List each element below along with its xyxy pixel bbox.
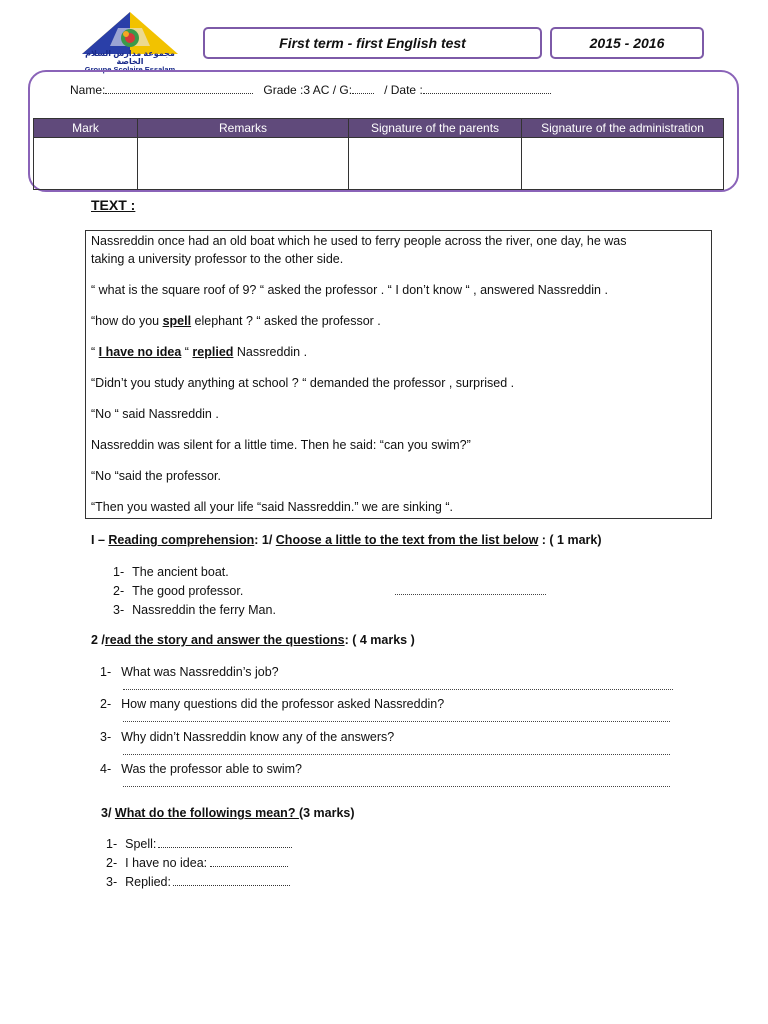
word-spell: spell — [162, 314, 192, 328]
answer-line-4[interactable] — [123, 786, 670, 787]
story-line-3-post: elephant ? “ asked the professor . — [191, 314, 381, 328]
title-answer-line[interactable] — [395, 594, 546, 595]
section-2-title: read the story and answer the questions — [104, 633, 345, 647]
answer-line-2[interactable] — [123, 721, 670, 722]
question-4-text: Was the professor able to swim? — [121, 762, 302, 776]
meaning-3-num: 3- — [106, 875, 118, 889]
story-line-8: “No “said the professor. — [91, 469, 221, 483]
story-line-1a: Nassreddin once had an old boat which he used to ferry people across the river, one day, he was — [91, 234, 627, 248]
text-heading: TEXT : — [91, 197, 136, 213]
list-item — [100, 762, 302, 776]
list-item — [100, 697, 444, 711]
question-2-text: How many questions did the professor asked Nassreddin? — [121, 697, 445, 711]
list-item — [106, 837, 292, 851]
story-line-1b: taking a university professor to the other side. — [91, 252, 344, 266]
section-1-title: Reading comprehension — [108, 533, 255, 547]
marks-table-row — [34, 138, 724, 190]
story-line-4-pre: “ — [91, 345, 99, 359]
word-replied: replied — [192, 345, 234, 359]
logo-latin-text: Groupe Scolaire Essalam — [84, 65, 176, 74]
meaning-1-label: Spell: — [125, 837, 157, 851]
parents-signature-cell[interactable] — [349, 138, 522, 190]
section-1-heading — [91, 533, 602, 547]
grade-label: Grade :3 AC / G: — [263, 83, 353, 97]
group-field[interactable] — [352, 84, 374, 94]
list-item — [113, 565, 229, 579]
list-item — [113, 603, 276, 617]
date-label: / Date : — [384, 83, 423, 97]
option-3-num: 3- — [113, 603, 125, 617]
option-1-num: 1- — [113, 565, 125, 579]
marks-table — [33, 118, 724, 190]
section-1-marks: : ( 1 mark) — [538, 533, 602, 547]
section-3-num: 3/ — [101, 806, 115, 820]
phrase-i-have-no-idea: I have no idea — [98, 345, 182, 359]
list-item — [113, 584, 243, 598]
mark-cell[interactable] — [34, 138, 138, 190]
question-4-num: 4- — [100, 762, 112, 776]
question-3-num: 3- — [100, 730, 112, 744]
name-field[interactable] — [105, 84, 253, 94]
section-1-task: Choose a little to the text from the list below — [275, 533, 539, 547]
story-line-5: “Didn’t you study anything at school ? “ demanded the professor , surprised . — [91, 376, 515, 390]
story-line-6: “No “ said Nassreddin . — [91, 407, 219, 421]
mark-header: Mark — [34, 119, 138, 138]
option-2-num: 2- — [113, 584, 125, 598]
story-line-4 — [91, 345, 307, 359]
school-year-box — [550, 27, 704, 59]
section-3-heading — [101, 806, 355, 820]
administration-signature-cell[interactable] — [522, 138, 724, 190]
remarks-header: Remarks — [138, 119, 349, 138]
meaning-2-field[interactable] — [210, 857, 288, 867]
question-2-num: 2- — [100, 697, 112, 711]
story-line-2: “ what is the square roof of 9? “ asked the professor . “ I don’t know “ , answered Nassreddin . — [91, 283, 608, 297]
section-2-marks: : ( 4 marks ) — [344, 633, 415, 647]
name-label: Name: — [70, 83, 106, 97]
remarks-cell[interactable] — [138, 138, 349, 190]
meaning-3-field[interactable] — [173, 876, 290, 886]
list-item — [100, 665, 279, 679]
meaning-1-num: 1- — [106, 837, 118, 851]
section-1-colon: : 1/ — [254, 533, 276, 547]
section-2-heading — [91, 633, 415, 647]
option-2-text: The good professor. — [132, 584, 244, 598]
student-info-line — [70, 83, 551, 97]
question-1-num: 1- — [100, 665, 112, 679]
test-title-box — [203, 27, 542, 59]
date-field[interactable] — [423, 84, 551, 94]
meaning-2-num: 2- — [106, 856, 118, 870]
question-1-text: What was Nassreddin’s job? — [121, 665, 279, 679]
story-line-3 — [91, 314, 381, 328]
section-1-num: I – — [91, 533, 109, 547]
story-line-4-mid: “ — [181, 345, 193, 359]
story-line-7: Nassreddin was silent for a little time. Then he said: “can you swim?” — [91, 438, 471, 452]
logo-arabic-text: مجموعة مدارس السلام الخاصة — [85, 49, 175, 66]
list-item — [106, 875, 290, 889]
section-2-num: 2 / — [91, 633, 105, 647]
option-3-text: Nassreddin the ferry Man. — [132, 603, 276, 617]
story-line-4-post: Nassreddin . — [233, 345, 308, 359]
answer-line-3[interactable] — [123, 754, 670, 755]
school-year: 2015 - 2016 — [589, 35, 665, 51]
story-line-3-pre: “how do you — [91, 314, 163, 328]
section-3-marks: (3 marks) — [298, 806, 355, 820]
meaning-1-field[interactable] — [158, 838, 292, 848]
section-3-title: What do the followings mean? — [114, 806, 299, 820]
meaning-3-label: Replied: — [125, 875, 171, 889]
marks-table-header — [34, 119, 724, 138]
administration-signature-header: Signature of the administration — [522, 119, 724, 138]
story-line-9: “Then you wasted all your life “said Nassreddin.” we are sinking “. — [91, 500, 453, 514]
option-1-text: The ancient boat. — [132, 565, 229, 579]
list-item — [100, 730, 394, 744]
test-title: First term - first English test — [279, 35, 466, 51]
parents-signature-header: Signature of the parents — [349, 119, 522, 138]
answer-line-1[interactable] — [123, 689, 673, 690]
meaning-2-label: I have no idea: — [125, 856, 208, 870]
list-item — [106, 856, 288, 870]
question-3-text: Why didn’t Nassreddin know any of the answers? — [121, 730, 395, 744]
